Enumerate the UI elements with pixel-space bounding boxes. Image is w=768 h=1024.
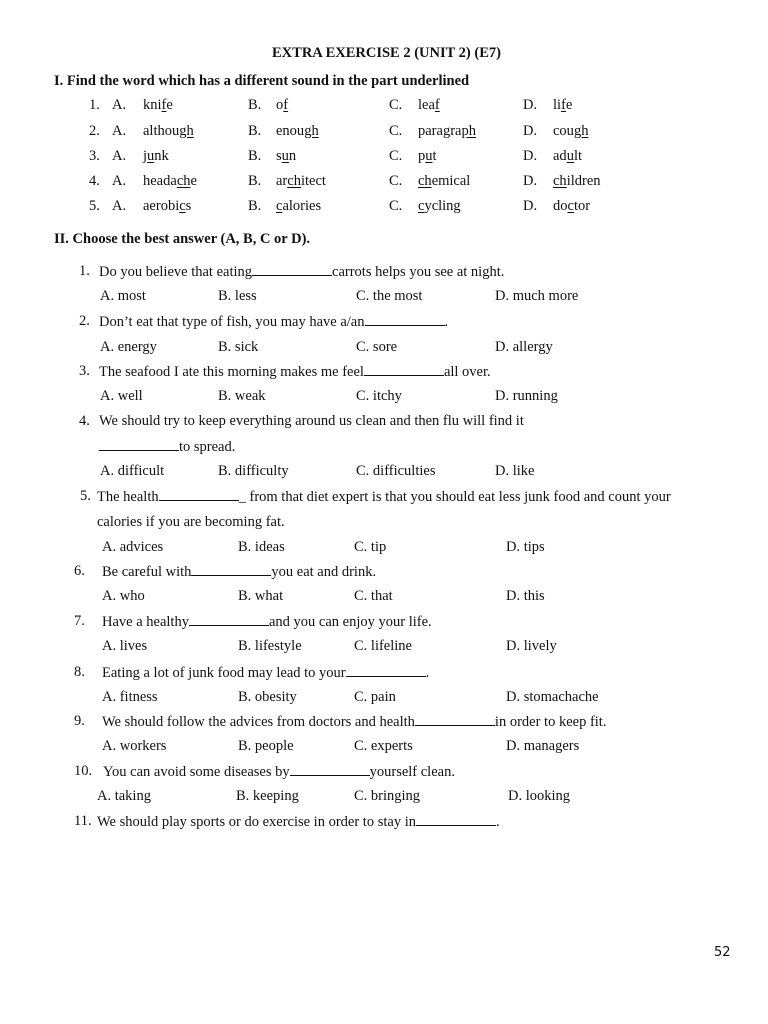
word-part: li [553, 97, 562, 113]
underlined-sound: f [283, 97, 289, 113]
option-letter: D. [523, 148, 538, 164]
question-number: 7. [74, 613, 85, 629]
answer-blank [290, 762, 370, 776]
answer-option: C. that [354, 588, 393, 604]
option-letter: D. [523, 173, 538, 189]
option-letter: A. [112, 97, 127, 113]
question-text [99, 262, 504, 281]
answer-option: D. lively [506, 638, 557, 654]
question-text-part: We should follow the advices from doctors and health [102, 714, 415, 730]
word-part: emical [431, 173, 471, 189]
underlined-sound: u [566, 148, 574, 164]
option-letter: A. [112, 148, 127, 164]
answer-option: C. itchy [356, 388, 402, 404]
option-word [418, 197, 461, 215]
word-part: ycling [424, 198, 461, 214]
answer-option: C. difficulties [356, 463, 436, 479]
question-number: 11. [74, 813, 92, 829]
option-word [143, 197, 191, 215]
word-part: j [143, 148, 148, 164]
underlined-sound: ch [418, 173, 432, 189]
word-part: p [418, 148, 426, 164]
question-text-part: Do you believe that eating [99, 264, 253, 280]
answer-option: D. much more [495, 288, 579, 304]
option-word [276, 197, 321, 215]
question-number: 1. [79, 263, 90, 279]
answer-option: A. well [100, 388, 143, 404]
question-number: 10. [74, 763, 93, 779]
answer-option: C. the most [356, 288, 423, 304]
answer-option: D. managers [506, 738, 580, 754]
question-text-part: calories if you are becoming fat. [97, 514, 285, 530]
underlined-sound: gh [179, 123, 194, 139]
underlined-sound: ch [176, 173, 191, 189]
answer-blank [364, 362, 444, 376]
answer-blank [252, 262, 332, 276]
question-text-part: We should try to keep everything around us clean and then flu will find it [99, 413, 524, 429]
option-word [418, 172, 470, 190]
question-text-part: carrots helps you see at night. [332, 264, 505, 280]
option-word [276, 172, 326, 190]
answer-option: C. bringing [354, 788, 421, 804]
question-text-part: to spread. [179, 439, 236, 455]
answer-option: D. stomachache [506, 689, 599, 705]
word-part: cou [553, 123, 574, 139]
question-number: 2. [79, 313, 90, 329]
answer-option: C. sore [356, 339, 398, 355]
question-text [97, 812, 500, 831]
question-text [99, 412, 524, 430]
word-part: s [276, 148, 282, 164]
question-text [99, 437, 235, 456]
answer-option: B. lifestyle [238, 638, 302, 654]
underlined-sound: f [161, 97, 167, 113]
question-text-part: Have a healthy [102, 614, 189, 630]
option-letter: C. [389, 97, 403, 113]
option-word [418, 122, 476, 140]
question-text-part: You can avoid some diseases by [103, 764, 290, 780]
question-number: 4. [79, 413, 90, 429]
answer-option: A. energy [100, 339, 157, 355]
answer-blank [191, 562, 271, 576]
option-word [143, 96, 173, 114]
question-text [97, 487, 671, 506]
word-part: ildren [566, 173, 601, 189]
option-word [143, 147, 169, 165]
section-1-heading: I. Find the word which has a different sound in the part underlined [54, 73, 470, 89]
question-text-part: . [495, 814, 500, 830]
underlined-sound: ch [553, 173, 567, 189]
question-number: 6. [74, 563, 85, 579]
word-part: lt [573, 148, 582, 164]
option-word [553, 172, 601, 190]
answer-option: C. experts [354, 738, 413, 754]
question-text-part: _ from that diet expert is that you should eat less junk food and count your [238, 489, 671, 505]
word-part: alories [282, 198, 322, 214]
word-part: ad [553, 148, 567, 164]
question-text-part: in order to keep fit. [494, 714, 607, 730]
answer-option: A. fitness [102, 689, 158, 705]
underlined-sound: c [276, 198, 283, 214]
question-number: 4. [89, 173, 100, 189]
underlined-sound: c [418, 198, 425, 214]
answer-option: B. people [238, 738, 294, 754]
word-part: e [190, 173, 197, 189]
word-part: nk [154, 148, 169, 164]
word-part: heada [143, 173, 177, 189]
word-part: n [288, 148, 297, 164]
option-word [418, 147, 437, 165]
answer-option: A. lives [102, 638, 148, 654]
answer-option: A. workers [102, 738, 167, 754]
question-text [102, 562, 376, 581]
answer-option: B. ideas [238, 539, 285, 555]
answer-blank [416, 812, 496, 826]
option-word [276, 147, 296, 165]
underlined-sound: c [179, 198, 186, 214]
underlined-sound: f [561, 97, 566, 113]
option-letter: B. [248, 198, 262, 214]
page-title: EXTRA EXERCISE 2 (UNIT 2) (E7) [272, 45, 501, 61]
question-text-part: and you can enjoy your life. [268, 614, 432, 630]
option-letter: B. [248, 173, 262, 189]
word-part: paragra [418, 123, 462, 139]
option-letter: C. [389, 148, 403, 164]
option-letter: D. [523, 198, 538, 214]
question-text-part: . [425, 665, 430, 681]
answer-option: A. most [100, 288, 146, 304]
answer-option: A. difficult [100, 463, 165, 479]
question-text [103, 762, 455, 781]
option-letter: D. [523, 97, 538, 113]
question-number: 5. [89, 198, 100, 214]
option-letter: B. [248, 148, 262, 164]
option-letter: B. [248, 97, 262, 113]
question-text-part: Don’t eat that type of fish, you may have a/an [99, 314, 365, 330]
answer-option: A. who [102, 588, 145, 604]
answer-option: B. weak [218, 388, 266, 404]
answer-blank [189, 612, 269, 626]
option-word [553, 122, 588, 140]
answer-option: B. less [218, 288, 257, 304]
question-text [102, 612, 432, 631]
word-part: althou [143, 123, 180, 139]
question-text-part: yourself clean. [369, 764, 455, 780]
answer-option: B. what [238, 588, 284, 604]
option-letter: C. [389, 198, 403, 214]
underlined-sound: gh [573, 123, 589, 139]
question-number: 1. [89, 97, 100, 113]
answer-blank [159, 487, 239, 501]
answer-option: A. taking [97, 788, 151, 804]
question-text-part: Eating a lot of junk food may lead to your [102, 665, 346, 681]
option-letter: A. [112, 123, 127, 139]
page-number: 52 [714, 945, 731, 960]
word-part: tor [573, 198, 591, 214]
question-text [99, 362, 491, 381]
answer-option: C. tip [354, 539, 387, 555]
word-part: e [166, 97, 173, 113]
answer-option: A. advices [102, 539, 164, 555]
word-part: enou [276, 123, 305, 139]
word-part: ar [276, 173, 288, 189]
answer-blank [99, 437, 179, 451]
answer-option: B. keeping [236, 788, 299, 804]
word-part: kni [143, 97, 162, 113]
option-word [143, 172, 197, 190]
underlined-sound: gh [304, 123, 319, 139]
question-number: 8. [74, 664, 85, 680]
option-letter: D. [523, 123, 538, 139]
word-part: itect [300, 173, 326, 189]
answer-option: D. tips [506, 539, 545, 555]
option-word [553, 197, 590, 215]
question-text-part: The health [97, 489, 159, 505]
word-part: do [553, 198, 568, 214]
answer-option: B. sick [218, 339, 259, 355]
option-letter: C. [389, 123, 403, 139]
underlined-sound: ch [287, 173, 301, 189]
question-text-part: We should play sports or do exercise in order to stay in [97, 814, 416, 830]
option-word [553, 96, 572, 114]
question-number: 3. [79, 363, 90, 379]
answer-option: D. running [495, 388, 558, 404]
option-letter: C. [389, 173, 403, 189]
question-text-part: The seafood I ate this morning makes me feel [99, 364, 364, 380]
word-part: s [185, 198, 192, 214]
question-number: 2. [89, 123, 100, 139]
option-word [553, 147, 582, 165]
question-text [102, 712, 606, 731]
question-text-part: Be careful with [102, 564, 192, 580]
answer-blank [346, 663, 426, 677]
section-2-heading: II. Choose the best answer (A, B, C or D). [54, 231, 311, 247]
question-text [102, 663, 429, 682]
option-word [418, 96, 440, 114]
answer-option: D. like [495, 463, 535, 479]
question-text-part: . [444, 314, 449, 330]
answer-option: D. this [506, 588, 545, 604]
answer-option: B. difficulty [218, 463, 289, 479]
underlined-sound: u [425, 148, 433, 164]
underlined-sound: u [147, 148, 155, 164]
option-letter: A. [112, 173, 127, 189]
answer-option: B. obesity [238, 689, 297, 705]
word-part: e [565, 97, 573, 113]
underlined-sound: ph [461, 123, 476, 139]
word-part: t [432, 148, 437, 164]
word-part: lea [418, 97, 435, 113]
answer-option: C. lifeline [354, 638, 412, 654]
question-text-part: you eat and drink. [271, 564, 377, 580]
question-text [97, 513, 285, 531]
option-letter: B. [248, 123, 262, 139]
underlined-sound: u [281, 148, 289, 164]
question-text [99, 312, 448, 331]
option-word [276, 96, 288, 114]
underlined-sound: f [434, 97, 440, 113]
option-word [276, 122, 319, 140]
answer-option: D. allergy [495, 339, 553, 355]
word-part: o [276, 97, 284, 113]
underlined-sound: c [567, 198, 574, 214]
answer-blank [365, 312, 445, 326]
answer-option: C. pain [354, 689, 396, 705]
question-number: 9. [74, 713, 85, 729]
option-word [143, 122, 194, 140]
answer-blank [415, 712, 495, 726]
word-part: aerobi [143, 198, 180, 214]
option-letter: A. [112, 198, 127, 214]
question-number: 3. [89, 148, 100, 164]
answer-option: D. looking [508, 788, 571, 804]
question-text-part: all over. [443, 364, 491, 380]
question-number: 5. [80, 488, 91, 504]
